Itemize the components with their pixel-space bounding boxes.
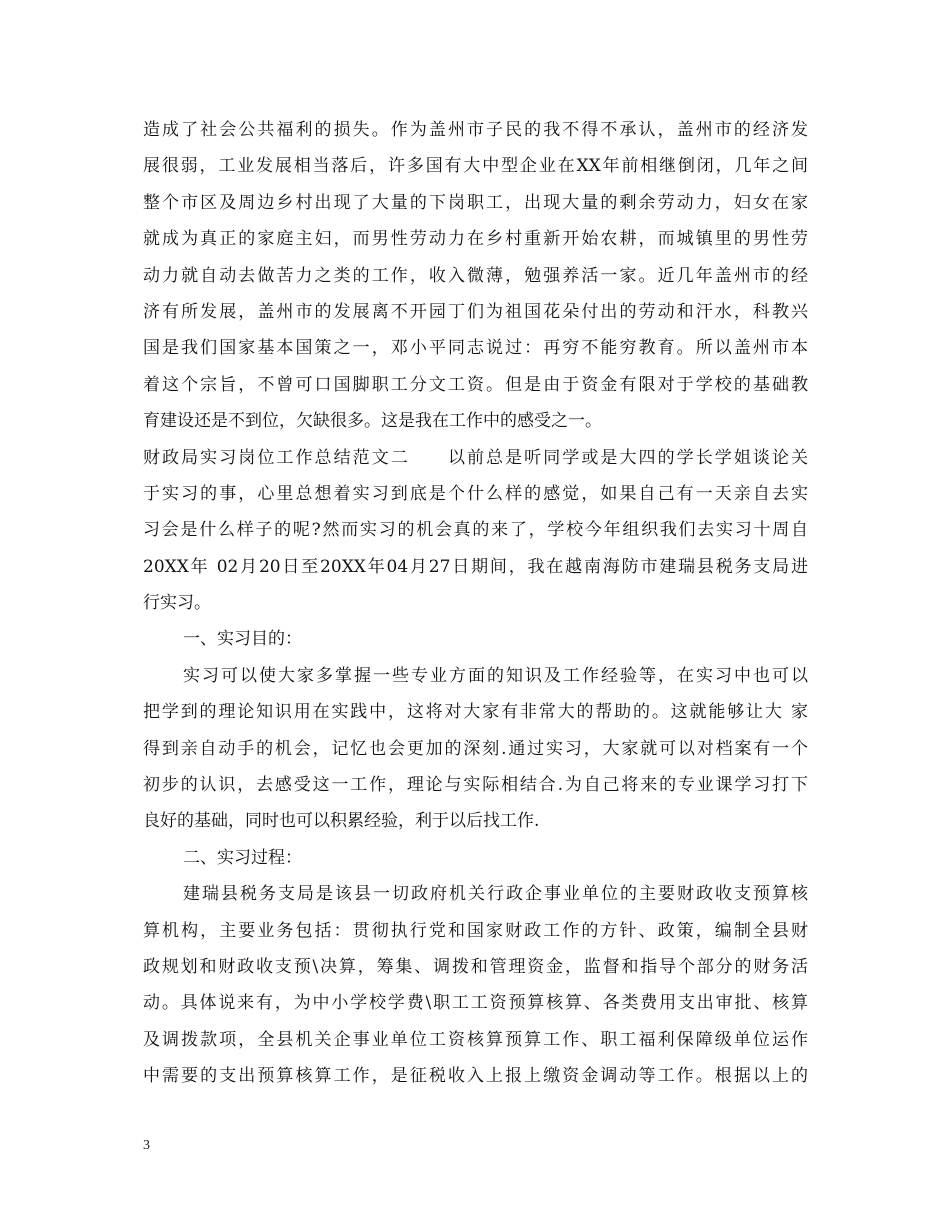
subheading-process: 二、实习过程：	[183, 847, 302, 868]
text-line: 济有所发展，盖州市的发展离不开园丁们为祖国花朵付出的劳动和汗水，科教兴	[143, 301, 808, 322]
text-line: 建瑞县税务支局是该县一切政府机关行政企事业单位的主要财政收支预算核	[183, 884, 808, 905]
text-line: 动。具体说来有，为中小学校学费\职工工资预算核算、各类费用支出审批、核算	[143, 993, 808, 1014]
text-line: 及调拨款项，全县机关企事业单位工资核算预算工作、职工福利保障级单位运作	[143, 1029, 808, 1050]
text-line: 习会是什么样子的呢?然而实习的机会真的来了，学校今年组织我们去实习十周自	[143, 520, 808, 541]
text-line: 展很弱，工业发展相当落后，许多国有大中型企业在XX年前相继倒闭，几年之间	[143, 156, 808, 177]
text-line: 实习可以使大家多掌握一些专业方面的知识及工作经验等，在实习中也可以	[183, 665, 808, 686]
text-line: 整个市区及周边乡村出现了大量的下岗职工，出现大量的剩余劳动力，妇女在家	[143, 192, 808, 213]
text-line: 行实习。	[143, 593, 211, 614]
text-line: 着这个宗旨，不曾可口国脚职工分文工资。但是由于资金有限对于学校的基础教	[143, 374, 808, 395]
text-line: 得到亲自动手的机会，记忆也会更加的深刻.通过实习，大家就可以对档案有一个	[143, 738, 808, 759]
text-line: 把学到的理论知识用在实践中，这将对大家有非常大的帮助的。这就能够让大 家	[143, 702, 808, 723]
text-line: 良好的基础，同时也可以积累经验，利于以后找工作.	[143, 811, 540, 832]
text-line: 造成了社会公共福利的损失。作为盖州市子民的我不得不承认，盖州市的经济发	[143, 120, 808, 140]
text-line: 政规划和财政收支预\决算，筹集、调拨和管理资金，监督和指导个部分的财务活	[143, 956, 808, 977]
text-line: 动力就自动去做苦力之类的工作，收入微薄，勉强养活一家。近几年盖州市的经	[143, 265, 808, 286]
text-line: 中需要的支出预算核算工作，是征税收入上报上缴资金调动等工作。根据以上的	[143, 1066, 808, 1087]
text-line: 育建设还是不到位，欠缺很多。这是我在工作中的感受之一。	[143, 411, 602, 432]
text-line: 就成为真正的家庭主妇，而男性劳动力在乡村重新开始农耕，而城镇里的男性劳	[143, 229, 808, 250]
subheading-purpose: 一、实习目的：	[183, 629, 302, 650]
document-body	[143, 112, 808, 1095]
text-line: 20XX年 02月20日至20XX年04月27日期间，我在越南海防市建瑞县税务支局进	[143, 556, 808, 577]
text-line: 算机构，主要业务包括：贯彻执行党和国家财政工作的方针、政策，编制全县财	[143, 920, 808, 941]
text-line: 国是我们国家基本国策之一，邓小平同志说过：再穷不能穷教育。所以盖州市本	[143, 338, 808, 359]
section-title-line: 财政局实习岗位工作总结范文二 以前总是听同学或是大四的学长学姐谈论关	[143, 447, 808, 468]
text-line: 初步的认识，去感受这一工作，理论与实际相结合.为自己将来的专业课学习打下	[143, 775, 808, 796]
page-number: 3	[143, 1138, 150, 1153]
text-line: 于实习的事，心里总想着实习到底是个什么样的感觉，如果自己有一天亲自去实	[143, 483, 808, 504]
